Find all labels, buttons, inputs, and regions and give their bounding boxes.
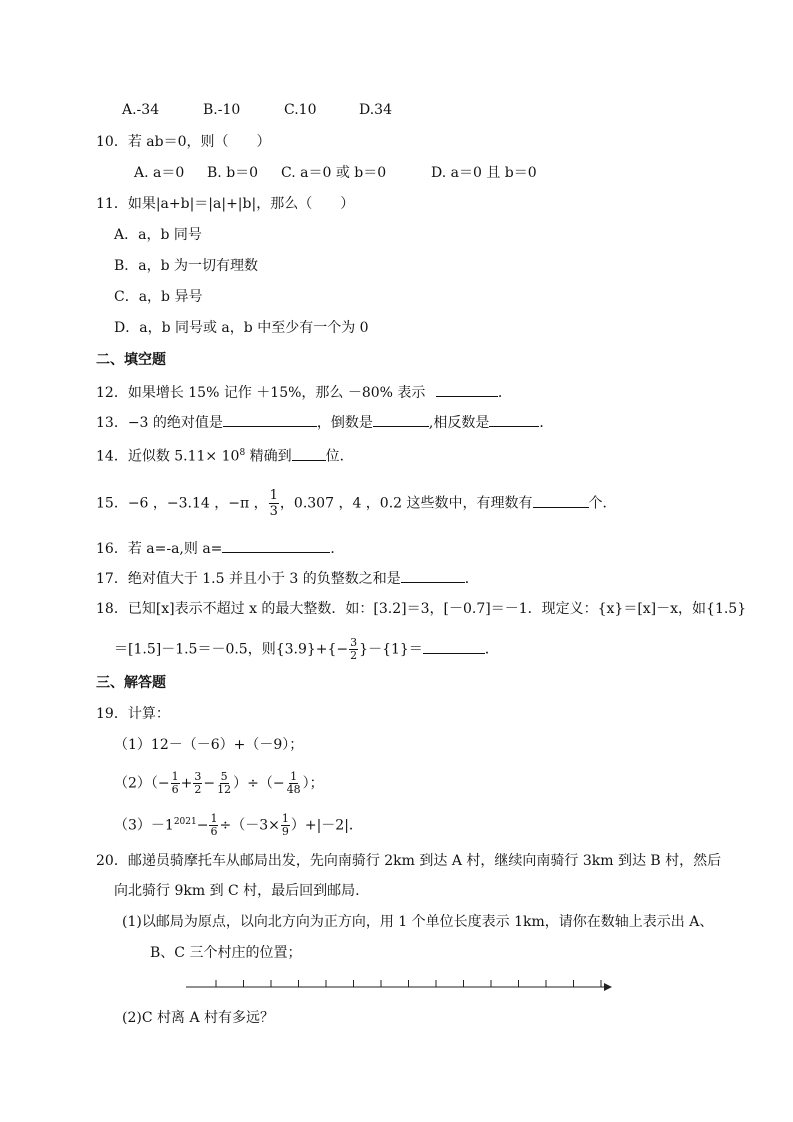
q18-line1: 18．已知[x]表示不超过 x 的最大整数．如：[3.2]＝3，[－0.7]＝－1．现定义：{x}＝[x]－x，如{1.5} [96,601,747,617]
q9-option-b: B.-10 [203,102,241,118]
q14-text-b: 精确到 [245,448,292,465]
q19-frac5-den: 6 [210,825,218,839]
q15-frac-num: 1 [269,488,278,503]
q19-frac2-num: 3 [194,770,202,783]
q14-text-a: 14．近似数 5.11× 10 [96,448,240,465]
q11-option-b: B．a，b 为一切有理数 [114,258,259,274]
q18-answer-blank[interactable] [423,639,485,654]
q19-p2-plus: + [180,775,193,792]
q19-p3-exponent: 2021 [173,817,197,827]
q10-option-c: C. a＝0 或 b＝0 [281,165,387,181]
q18-frac-num: 3 [350,636,358,649]
q12-text: 12．如果增长 15% 记作 ＋15%，那么 －80% 表示 [96,385,426,401]
q20-line2: 向北骑行 9km 到 C 村，最后回到邮局. [114,883,360,899]
q19-frac-4 [286,771,302,796]
number-line-ticks [216,980,601,987]
q19-frac-3 [216,771,232,796]
q17-text-a: 17．绝对值大于 1.5 并且小于 3 的负整数之和是 [96,571,401,587]
q10-option-a: A. a＝0 [134,165,185,181]
q19-frac-5 [209,813,218,838]
q10-stem: 10．若 ab＝0，则（ ） [96,134,271,150]
q9-option-c: C.10 [284,102,317,118]
q19-p2-text-e: ）； [302,775,324,792]
q10-option-b: B. b＝0 [207,165,259,181]
q16 [96,538,344,559]
q19-frac4-num: 1 [290,770,298,783]
q19-frac6-num: 1 [281,812,289,826]
q16-text-b: ． [330,541,345,557]
q13-text-a: 13．−3 的绝对值是 [96,415,223,431]
q15-frac-den: 3 [269,504,278,519]
q19-p3-text-d: ）+|－2|． [290,817,363,834]
q15-text-b: ，0.307 ，4 ，0.2 这些数中，有理数有 [279,495,533,512]
q12-answer-blank[interactable] [436,382,498,397]
q11-option-d: D．a，b 同号或 a，b 中至少有一个为 0 [114,320,369,336]
q18-text-c: ． [484,641,499,658]
q13-text-b: ，倒数是 [316,415,373,431]
q15-text-a: 15．−6 ，−3.14 ，−π ， [96,495,268,512]
q19-p3-text-a: （3）－1 [114,817,174,834]
number-line[interactable] [186,974,616,1000]
q12 [96,382,512,403]
q20-line1: 20．邮递员骑摩托车从邮局出发，先向南骑行 2km 到达 A 村，继续向南骑行 3km 到达 B 村，然后 [96,853,722,869]
q15-fraction [269,488,279,519]
q19-part1: （1）12－（－6）+（－9）； [114,737,304,753]
q19-frac3-num: 5 [220,770,228,783]
q18-line2 [114,637,499,662]
q19-frac6-den: 9 [281,825,289,839]
q19-frac-6 [281,813,290,838]
q20-part1-line2: B、C 三个村庄的位置； [150,945,302,961]
q17-text-b: ． [464,571,479,587]
q19-p3-minus: − [196,817,209,834]
q17-answer-blank[interactable] [401,568,465,583]
section-fill-in-heading: 二、填空题 [96,352,166,368]
q11-option-a: A．a，b 同号 [114,227,202,243]
q19-part3 [114,812,363,838]
q14 [96,443,354,467]
q19-frac-2 [193,771,202,796]
q18-text-a: ＝[1.5]－1.5＝－0.5，则{3.9}+{− [114,641,349,658]
q19-frac2-den: 2 [194,783,202,796]
q15-text-c: 个． [588,495,617,512]
q17 [96,568,479,589]
q19-p2-minus: − [203,775,216,792]
q11-stem: 11．如果|a+b|＝|a|+|b|，那么（ ） [96,196,355,212]
q18-text-b: }－{1}＝ [359,641,423,658]
q14-exponent: 8 [239,448,246,458]
q19-p3-text-c: ÷（－3× [219,817,280,834]
q19-frac3-den: 12 [217,783,232,796]
q11-option-c: C．a，b 异号 [114,289,203,305]
q13-text-d: ． [539,415,554,431]
q19-frac5-num: 1 [210,812,218,826]
q15-answer-blank[interactable] [533,493,589,508]
q9-option-a: A.-34 [122,102,160,118]
q20-part1-line1: (1)以邮局为原点，以向北方向为正方向，用 1 个单位长度表示 1km，请你在数轴上表示出 A、 [122,914,714,930]
q9-option-d: D.34 [359,102,392,118]
q19-p2-text-a: （2）（− [114,775,170,792]
q14-answer-blank[interactable] [292,446,326,461]
q10-option-d: D. a＝0 且 b＝0 [431,165,537,181]
q13-text-c: ,相反数是 [428,415,490,431]
q19-frac1-den: 6 [171,783,179,796]
q19-frac1-num: 1 [171,770,179,783]
q20-part2: (2)C 村离 A 村有多远？ [122,1010,275,1026]
q19-frac-1 [171,771,180,796]
number-line-arrow [604,983,612,991]
q12-end: ． [497,385,512,401]
q19-frac4-den: 48 [286,783,301,796]
q13 [96,412,553,433]
q16-text-a: 16．若 a=-a,则 a= [96,541,223,557]
q19-p2-text-d: ）÷（− [233,775,285,792]
section-solve-heading: 三、解答题 [96,675,166,691]
q13-blank-abs[interactable] [223,412,317,427]
q16-answer-blank[interactable] [222,538,330,553]
q15 [96,488,617,519]
q13-blank-opposite[interactable] [489,412,539,427]
q13-blank-reciprocal[interactable] [373,412,429,427]
q19-stem: 19．计算： [96,706,170,722]
q19-part2 [114,771,324,796]
q18-fraction [349,637,358,662]
q18-frac-den: 2 [350,649,358,662]
q14-text-c: 位． [325,448,354,465]
